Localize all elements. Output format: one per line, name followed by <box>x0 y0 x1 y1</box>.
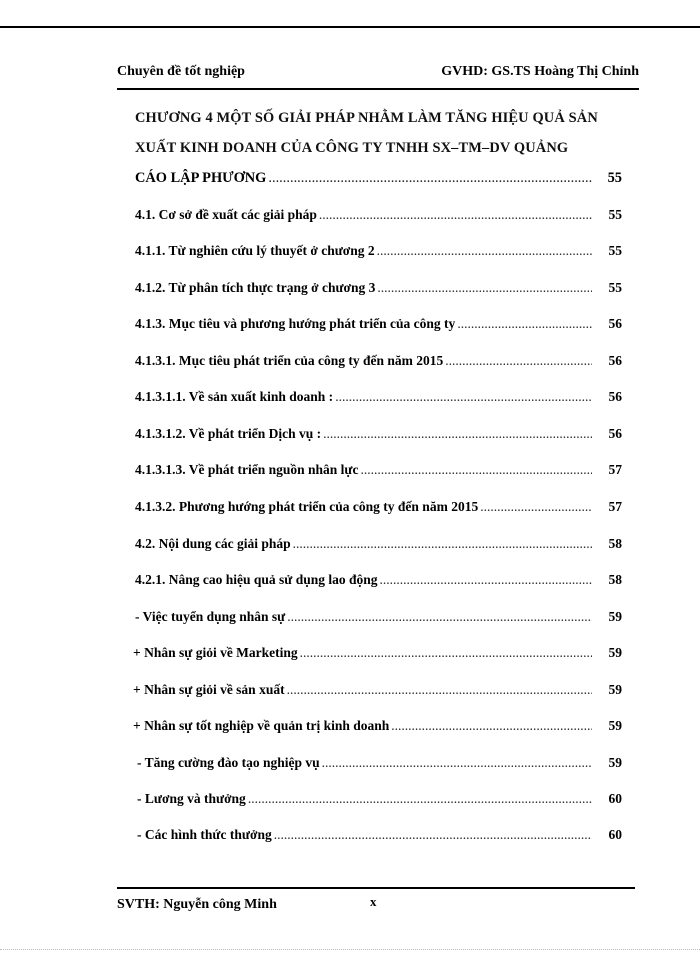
dot-leader <box>274 827 592 843</box>
toc-entry-title: 4.1.1. Từ nghiên cứu lý thuyết ở chương 2 <box>135 243 375 258</box>
toc-entry-title: 4.1.3.1.1. Về sản xuất kinh doanh : <box>135 389 334 404</box>
toc-entry[interactable] <box>135 462 622 482</box>
dot-leader <box>445 353 592 369</box>
toc-entry-page: 56 <box>608 426 622 441</box>
chapter-title-line-2: XUẤT KINH DOANH CỦA CÔNG TY TNHH SX–TM–DV QUẢNG <box>135 140 569 156</box>
toc-entry-title: - Tăng cường đào tạo nghiệp vụ <box>137 755 320 770</box>
toc-entry[interactable] <box>135 499 622 519</box>
toc-entry-page: 58 <box>608 536 622 551</box>
footer-rule <box>117 887 635 889</box>
toc-entry-title: - Các hình thức thưởng <box>137 827 272 842</box>
dot-leader <box>293 536 592 552</box>
toc-entry-title: 4.1.2. Từ phân tích thực trạng ở chương 3 <box>135 280 376 295</box>
toc-entry-page: 59 <box>608 718 622 733</box>
toc-entry[interactable] <box>133 718 622 738</box>
toc-entry-page: 56 <box>608 353 622 368</box>
toc-entry-title: 4.1.3.1. Mục tiêu phát triển của công ty đến năm 2015 <box>135 353 444 368</box>
header-rule <box>117 88 639 90</box>
toc-entry[interactable] <box>135 316 622 336</box>
dot-leader <box>391 718 592 734</box>
toc-entry-page: 59 <box>608 682 622 697</box>
page-bottom-border <box>0 949 700 950</box>
toc-entry-page: 59 <box>608 645 622 660</box>
toc-entry-title: 4.1.3.1.2. Về phát triển Dịch vụ : <box>135 426 322 441</box>
toc-entry-title: 4.2. Nội dung các giải pháp <box>135 536 291 551</box>
dot-leader <box>319 207 592 223</box>
toc-entry-title: 4.2.1. Nâng cao hiệu quả sử dụng lao động <box>135 572 378 587</box>
footer-page-marker: x <box>370 894 377 909</box>
dot-leader <box>287 682 592 698</box>
toc-entry-page: 55 <box>608 280 622 295</box>
toc-entry[interactable] <box>137 827 622 847</box>
toc-entry-title: 4.1.3.2. Phương hướng phát triển của công ty đến năm 2015 <box>135 499 479 514</box>
toc-entry[interactable] <box>135 243 622 263</box>
chapter-title-line-1: CHƯƠNG 4 MỘT SỐ GIẢI PHÁP NHẰM LÀM TĂNG HIỆU QUẢ SẢN <box>135 110 598 126</box>
chapter-page-number: 55 <box>607 170 622 186</box>
toc-entry-title: 4.1.3. Mục tiêu và phương hướng phát triển của công ty <box>135 316 456 331</box>
top-rule <box>0 26 700 28</box>
toc-entry-page: 59 <box>608 609 622 624</box>
toc-entry[interactable] <box>135 572 622 592</box>
toc-entry[interactable] <box>133 645 622 665</box>
toc-entry[interactable] <box>137 755 622 775</box>
page-header <box>117 64 639 86</box>
toc-entry-page: 56 <box>608 389 622 404</box>
toc-entry-page: 55 <box>608 243 622 258</box>
dot-leader <box>300 645 592 661</box>
toc-entry-page: 57 <box>608 499 622 514</box>
toc-entry[interactable] <box>135 353 622 373</box>
toc-entry-page: 57 <box>608 462 622 477</box>
chapter-title-entry[interactable] <box>135 170 622 190</box>
dot-leader <box>480 499 592 515</box>
toc-entry-page: 55 <box>608 207 622 222</box>
dot-leader <box>380 572 592 588</box>
footer-student: SVTH: Nguyễn công Minh <box>117 897 277 912</box>
dot-leader <box>457 316 592 332</box>
dot-leader <box>323 426 592 442</box>
toc-entry-title: + Nhân sự giỏi về sản xuất <box>133 682 285 697</box>
dot-leader <box>377 243 592 259</box>
toc-entry-page: 60 <box>608 791 622 806</box>
header-advisor: GVHD: GS.TS Hoàng Thị Chỉnh <box>441 64 639 79</box>
toc-entry-page: 59 <box>608 755 622 770</box>
toc-entry-title: - Lương và thưởng <box>137 791 246 806</box>
toc-entry[interactable] <box>135 207 622 227</box>
toc-entry[interactable] <box>135 536 622 556</box>
toc-entry-page: 56 <box>608 316 622 331</box>
dot-leader <box>287 609 592 625</box>
toc-entry[interactable] <box>137 791 622 811</box>
toc-entry[interactable] <box>135 426 622 446</box>
header-course: Chuyên đề tốt nghiệp <box>117 64 245 79</box>
toc-entry-page: 58 <box>608 572 622 587</box>
dot-leader <box>248 791 592 807</box>
toc-entry-title: + Nhân sự giỏi về Marketing <box>133 645 298 660</box>
toc-entry-title: 4.1.3.1.3. Về phát triển nguồn nhân lực <box>135 462 359 477</box>
dot-leader <box>268 170 592 187</box>
toc-entry[interactable] <box>133 682 622 702</box>
toc-entry[interactable] <box>135 280 622 300</box>
toc-entry-page: 60 <box>608 827 622 842</box>
dot-leader <box>335 389 592 405</box>
dot-leader <box>361 462 592 478</box>
chapter-title-line-3: CÁO LẬP PHƯƠNG <box>135 170 267 186</box>
dot-leader <box>377 280 592 296</box>
dot-leader <box>322 755 592 771</box>
toc-entry-title: 4.1. Cơ sở đề xuất các giải pháp <box>135 207 317 222</box>
toc-entry-title: - Việc tuyển dụng nhân sự <box>135 609 286 624</box>
toc-entry-title: + Nhân sự tốt nghiệp về quản trị kinh doanh <box>133 718 390 733</box>
toc-entry[interactable] <box>135 389 622 409</box>
toc-entry[interactable] <box>135 609 622 629</box>
